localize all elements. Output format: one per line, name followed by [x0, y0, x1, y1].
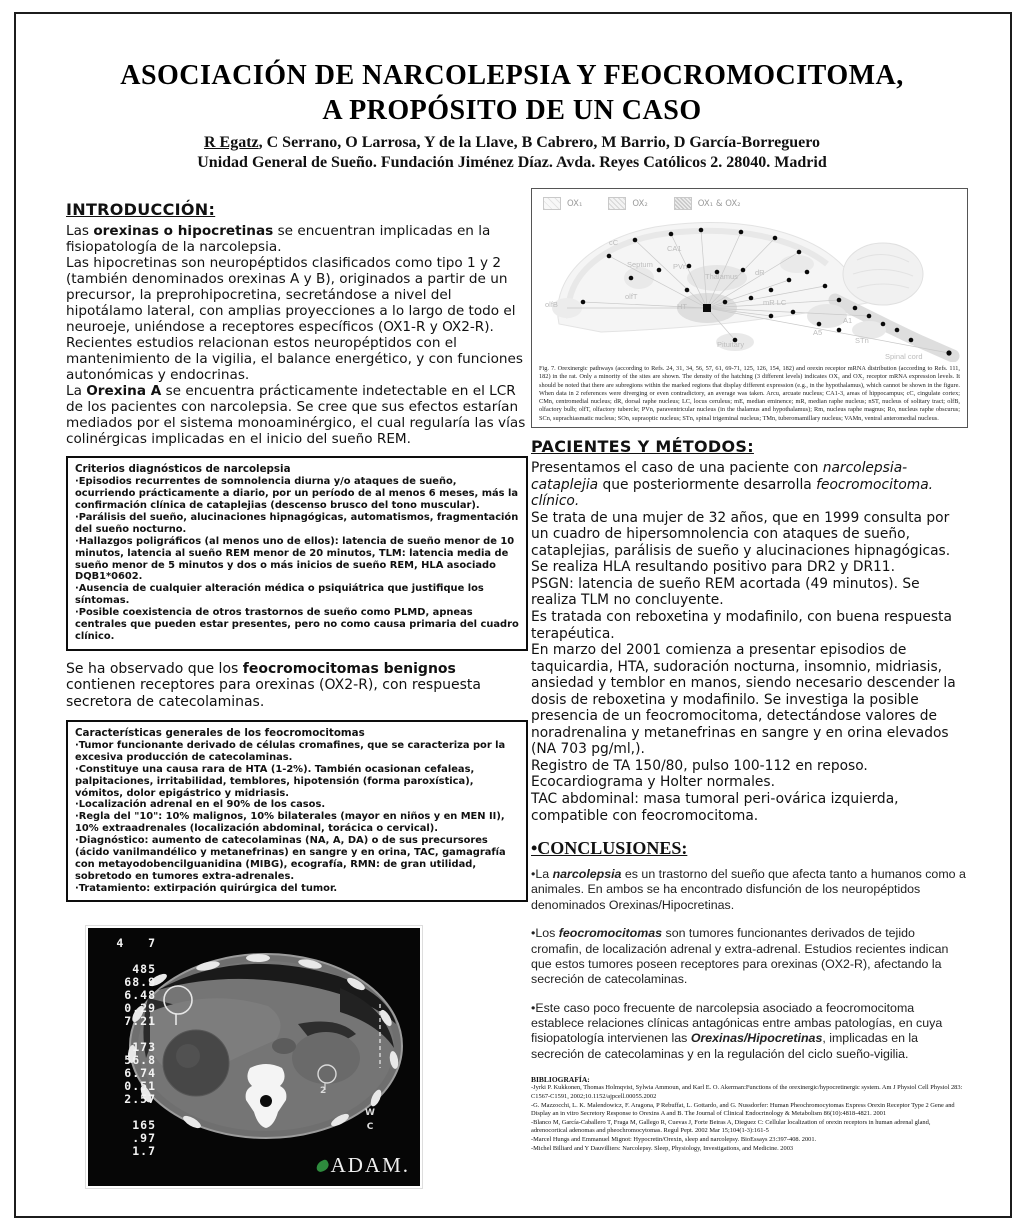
paragraph: •Este caso poco frecuente de narcolepsia asociado a feocromocitoma establece relaciones clínicas antagónicas entre ambas patologías, en cuya fisiopatología intervienen las Orexinas/Hipocretinas, implicadas en la secreción de catecolaminas y en la regulación del ciclo sueño-vigilia.: [531, 1000, 943, 1061]
bibliography-section: [531, 1075, 968, 1153]
introduction-paragraphs: [66, 223, 528, 447]
paragraph: Se realiza HLA resultando positivo para DR2 y DR11.: [531, 559, 895, 576]
poster-header: [0, 58, 1024, 172]
title-line-1: ASOCIACIÓN DE NARCOLEPSIA Y FEOCROMOCITOMA,: [120, 60, 904, 91]
list-item: ·Regla del "10": 10% malignos, 10% bilaterales (mayor en niños y en MEN II), 10% extraadrenales (localización abdominal, torácica o cervical).: [75, 811, 505, 835]
ct-readout-values: [94, 936, 156, 1157]
paragraph: En marzo del 2001 comienza a presentar episodios de taquicardia, HTA, sudoración nocturna, insomnio, midriasis, ansiedad y temblor en manos, siendo necesario descender la dosis de reboxetina y modafinilo. Se investiga la posible presencia de un feocromocitoma, detectándose valores de noradrenalina y metanefrinas en sangre y en orina elevados (NA 703 pg/ml,).: [531, 642, 956, 758]
list-item: ·Posible coexistencia de otros trastornos de sueño como PLMD, apneas centrales que pueden estar presentes, pero no como causa primaria del cuadro clínico.: [75, 607, 519, 642]
list-item: ·Parálisis del sueño, alucinaciones hipnagógicas, automatismos, fragmentación del sueño nocturno.: [75, 512, 519, 535]
criteria-box-list: [75, 476, 519, 642]
brain-region-label: Pituitary: [717, 340, 745, 349]
paragraph: Se trata de una mujer de 32 años, que en 1999 consulta por un cuadro de hipersomnolencia con ataques de sueño, cataplejias, parálisis de sueño y alucinaciones hipnagógicas.: [531, 509, 951, 559]
feo-box-title: Características generales de los feocromocitomas: [75, 727, 365, 740]
brain-region-label: A1: [843, 316, 853, 325]
conclusions-paragraphs: [531, 867, 968, 1062]
introduction-heading: INTRODUCCIÓN:: [66, 200, 216, 219]
hatch-swatch-ox2: [608, 197, 626, 210]
paragraph: La Orexina A se encuentra prácticamente indetectable en el LCR de los pacientes con narcolepsia. Se cree que sus efectos estarían mediados por el sistema monoaminérgico, el cual regularía las vías colinérgicas implicadas en el inicio del sueño REM.: [66, 383, 526, 448]
observation-paragraph: [66, 661, 528, 711]
paragraph: Presentamos el caso de una paciente con narcolepsia-cataplejia que posteriormente desarrolla feocromocitoma. clínico.: [531, 460, 934, 510]
brain-region-label: Septum: [627, 260, 653, 269]
list-item: ·Hallazgos poligráficos (al menos uno de ellos): latencia de sueño menor de 10 minutos, latencia al sueño REM menor de 20 minutos, TLM: latencia media de sueño menor de 5 minutos y dos o más inicios de sueño REM, HLA asociado DQB1*0602.: [75, 535, 515, 583]
legend-item-ox1: [543, 197, 582, 210]
methods-section: [531, 437, 968, 824]
legend-item-ox1-ox2: [674, 197, 741, 210]
list-item: 4 7: [116, 936, 156, 950]
bibliography-list: [531, 1084, 968, 1153]
paragraph: Las hipocretinas son neuropéptidos clasificados como tipo 1 y 2 (también denominados orexinas A y B), originados a partir de un precursor, la preprohipocretina, secretándose a nivel del hipotálamo lateral, con amplias proyecciones a lo largo de todo el neuroeje, uniéndose a receptores específicos (OX1-R y OX2-R).: [66, 255, 516, 336]
feo-box-list: [75, 740, 519, 894]
list-item: 6.48: [124, 988, 156, 1002]
list-item: ·Diagnóstico: aumento de catecolaminas (NA, A, DA) o de sus precursores (ácido vanilmandélico y metanefrinas) en sangre y en orina, TAC, gamagrafía con metayodobencilguanidina (MIBG), ecografía, RMN: de gran utilidad, sobretodo en tumores extra-adrenales.: [75, 835, 506, 882]
first-author: R Egatz: [203, 134, 259, 151]
list-item: [94, 949, 156, 962]
brain-region-label: PVn: [673, 262, 688, 271]
brain-region-label: cC: [609, 238, 619, 247]
brain-region-label: mR LC: [763, 298, 787, 307]
right-column: [531, 188, 968, 1153]
legend-item-ox2: [608, 197, 647, 210]
authors-line: [0, 134, 1024, 152]
brain-region-label: STn: [855, 336, 869, 345]
list-item: 485: [132, 962, 156, 976]
list-item: 173: [132, 1040, 156, 1054]
pheochromocytoma-box: [66, 720, 528, 902]
adam-leaf-icon: [314, 1158, 330, 1173]
figure-legend: [543, 197, 960, 210]
ct-scan-image: [88, 928, 420, 1186]
brain-region-label: dR: [755, 268, 765, 277]
brain-pathways-graphic: [539, 212, 961, 362]
ct-annotation-2: 2: [320, 1086, 327, 1096]
adam-logo-text: ADAM.: [330, 1153, 410, 1177]
paragraph: Registro de TA 150/80, pulso 100-112 en reposo.: [531, 757, 868, 774]
list-item: 56.8: [124, 1053, 156, 1067]
brain-region-label: CA1: [667, 244, 682, 253]
brain-region-label: Thalamus: [705, 272, 738, 281]
title-line-2: A PROPÓSITO DE UN CASO: [322, 95, 702, 126]
list-item: ·Constituye una causa rara de HTA (1-2%). También ocasionan cefaleas, palpitaciones, irritabilidad, temblores, hipotensión (forma paroxística), vómitos, dolor epigástrico y midriasis.: [75, 763, 475, 799]
list-item: .97: [132, 1131, 156, 1145]
paragraph: Recientes estudios relacionan estos neuropéptidos con el mantenimiento de la vigilia, el balance energético, y con funciones autonómicas y endocrinas.: [66, 335, 523, 384]
list-item: 0.29: [124, 1001, 156, 1015]
brain-region-label: Spinal cord: [885, 352, 923, 361]
hatch-swatch-ox1: [543, 197, 561, 210]
criteria-box-title: Criterios diagnósticos de narcolepsia: [75, 463, 291, 476]
paragraph: Se ha observado que los feocromocitomas benignos contienen receptores para orexinas (OX2-R), con respuesta secretora de catecolaminas.: [66, 660, 481, 711]
conclusions-section: [531, 838, 968, 1062]
list-item: 68.9: [124, 975, 156, 989]
list-item: 165: [132, 1118, 156, 1132]
narcolepsy-criteria-box: [66, 456, 528, 650]
paragraph: Ecocardiograma y Holter normales.: [531, 774, 775, 791]
paragraph: PSGN: latencia de sueño REM acortada (49 minutos). Se realiza TLM no concluyente.: [531, 575, 920, 609]
bibliography-heading: BIBLIOGRAFÍA:: [531, 1075, 590, 1085]
ct-window-letters: W C: [365, 1108, 375, 1132]
other-authors: , C Serrano, O Larrosa, Y de la Llave, B Cabrero, M Barrio, D García-Borreguero: [258, 134, 821, 151]
affiliation-line: Unidad General de Sueño. Fundación Jiménez Díaz. Avda. Reyes Católicos 2. 28040. Madrid: [197, 154, 827, 171]
paragraph: Es tratada con reboxetina y modafinilo, con buena respuesta terapéutica.: [531, 609, 952, 642]
paragraph: •Los feocromocitomas son tumores funcionantes derivados de tejido cromafin, de localización adrenal y extra-adrenal. Estudios recientes indican que estos tumores poseen receptores para orexinas (OX2-R), afectando la secreción de catecolaminas.: [531, 926, 949, 987]
legend-label-ox2: OX₂: [632, 198, 648, 209]
brain-region-label: A5: [813, 328, 823, 337]
brain-region-label: HT: [677, 302, 687, 311]
list-item: -G. Mazzocchi, L. K. Malendowicz, F. Aragona, P Rebuffat, L. Gottardo, and G. Nussdorfer: Human Pheochromocytomas Express Orexin Receptor Type 2 Gene and Display an in vitro Secretory Response to Orexins A and B. The Journal of Clinical Endocrinology & Metabolism 86(10):4818-4821. 2001: [531, 1101, 955, 1118]
paragraph: •La narcolepsia es un trastorno del sueño que afecta tanto a humanos como a animales. En ambos se ha encontrado disfunción de los neuropéptidos denominados Orexinas/Hipocretinas.: [531, 867, 966, 912]
list-item: [94, 1027, 156, 1040]
list-item: -Marcel Hungs and Emmanuel Mignot: Hypocretin/Orexin, sleep and narcolepsy. BioEssays 23:397-408. 2001.: [531, 1136, 817, 1144]
brain-diagram: [539, 212, 961, 362]
paragraph: TAC abdominal: masa tumoral peri-ovárica izquierda, compatible con feocromocitoma.: [531, 791, 899, 824]
figure-caption: Fig. 7. Orexinergic pathways (according to Refs. 24, 31, 34, 56, 57, 61, 69-71, 125, 126, 154, 182) and orexin receptor mRNA distribution (according to Refs. 111, 182) in the rat. Only a minority of the sites are shown. The density of the hatching (3 different levels) indicates OX₁ and OX₂ receptor mRNA expression levels. It should be noted that there are subregions within the marked regions that display different expression (e.g., in the hypothalamus), which cannot be shown in the figure. When data in 2 references were diverging or even contradictory, an average was taken. Arcu, arcuate nucleus; CA1-3, areas of hippocampus; cC, cingulate cortex; CMn, centromedial nucleus; dR, dorsal raphe nucleus; LC, locus ceruleus; mE, median eminence; mR, median raphe nucleus; nST, nucleus of solitary tract; olfB, olfactory bulb; olfT, olfactory tubercle; PVn, paraventricular nucleus (in the thalamus and hypothalamus); Rm, nucleus raphe magnus; Ro, nucleus raphe obscurus; SCn, suprachiasmatic nucleus; SOn, supraoptic nucleus; STn, spinal trigeminal nucleus; TMn, tuberomamillary nucleus; VAMn, ventral anteromedial nucleus.: [539, 365, 960, 422]
conclusions-heading: •CONCLUSIONES:: [531, 838, 688, 859]
adam-logo: [316, 1153, 410, 1178]
list-item: 0.51: [124, 1079, 156, 1093]
legend-label-ox1: OX₁: [567, 198, 583, 209]
poster-title: [0, 58, 1024, 128]
list-item: -Jyrki P. Kukkonen, Thomas Holmqvist, Sylwia Ammoun, and Karl E. O. Akerman:Functions of the orexinergic/hypocretinergic system. Am J Physiol Cell Physiol 283: C1567-C1591, 2002;10.1152/ajpcell.00055.2002: [531, 1084, 963, 1100]
list-item: ·Localización adrenal en el 90% de los casos.: [75, 799, 326, 811]
list-item: [94, 1105, 156, 1118]
list-item: ·Tumor funcionante derivado de células cromafines, que se caracteriza por la excesiva producción de catecolaminas.: [75, 740, 506, 763]
methods-paragraphs: [531, 460, 968, 824]
brain-region-label: olfT: [625, 292, 638, 301]
brain-figure-box: [531, 188, 968, 428]
list-item: -Michel Billiard and Y Dauvilliers: Narcolepsy. Sleep, Physiology, Investigations, and Medicine. 2003: [531, 1144, 794, 1152]
left-column: [66, 200, 528, 902]
legend-label-ox1-ox2: OX₁ & OX₂: [697, 198, 741, 209]
list-item: ·Ausencia de cualquier alteración médica o psiquiátrica que justifique los síntomas.: [75, 583, 484, 607]
list-item: 6.74: [124, 1066, 156, 1080]
brain-region-label: olfB: [545, 300, 558, 309]
methods-heading: PACIENTES Y MÉTODOS:: [531, 437, 754, 457]
list-item: ·Tratamiento: extirpación quirúrgica del tumor.: [75, 882, 338, 894]
list-item: 7.21: [124, 1014, 156, 1028]
list-item: 1.7: [132, 1144, 156, 1158]
list-item: ·Episodios recurrentes de somnolencia diurna y/o ataques de sueño, ocurriendo prácticamente a diario, por un período de al menos 6 meses, más la confirmación clínica de cataplejias (descenso brusco del tono muscular).: [75, 476, 519, 512]
list-item: 2.57: [124, 1092, 156, 1106]
list-item: -Blanco M, García-Caballero T, Fraga M, Gallego R, Cuevas J, Forte Beiras A, Dieguez C: Cellular localization of orexin receptors in human adrenal gland, adrenocortical adenomas and pheochromocytomas. Regul Pept. 2002 Mar 15;104(1-3):161-5: [531, 1118, 931, 1135]
paragraph: Las orexinas o hipocretinas se encuentran implicadas en la fisiopatología de la narcolepsia.: [66, 223, 491, 256]
hatch-swatch-ox1-ox2: [674, 197, 692, 210]
